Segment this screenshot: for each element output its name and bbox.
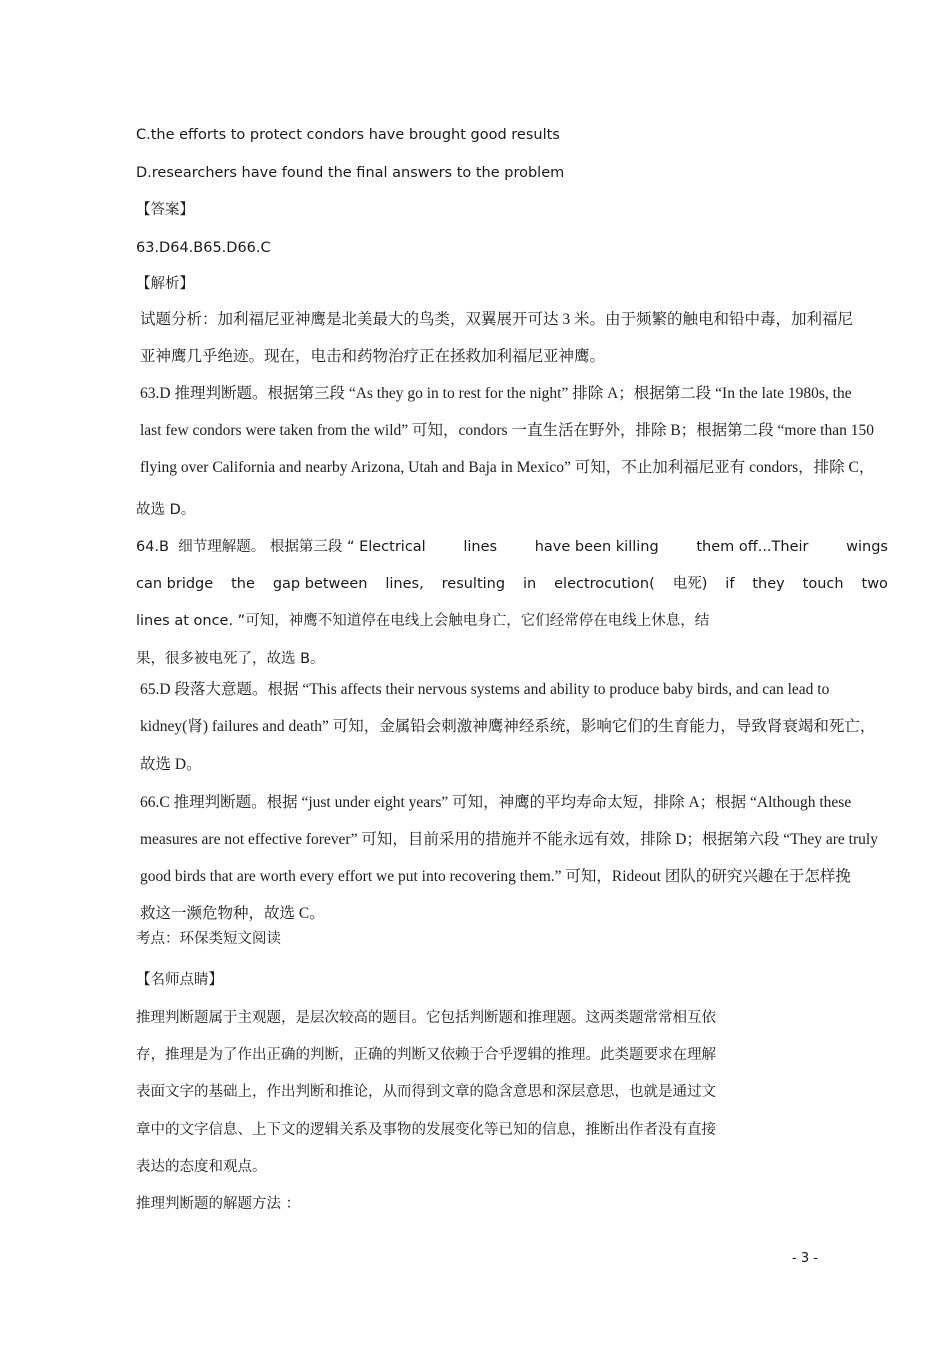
q66-line: 救这一濒危物种，故选 C。 bbox=[140, 905, 325, 922]
tips-line: 存，推理是为了作出正确的判断，正确的判断又依赖于合乎逻辑的推理。此类题要求在理解 bbox=[136, 1047, 716, 1063]
answer-text: 63.D64.B65.D66.C bbox=[136, 240, 271, 256]
tips-line: 章中的文字信息、上下文的逻辑关系及事物的发展变化等已知的信息，推断出作者没有直接 bbox=[136, 1122, 716, 1138]
q64-word: touch bbox=[802, 576, 844, 592]
q64-line bbox=[136, 574, 888, 594]
option-d: D.researchers have found the final answers to the problem bbox=[136, 165, 565, 181]
tips-line: 表面文字的基础上，作出判断和推论，从而得到文章的隐含意思和深层意思，也就是通过文 bbox=[136, 1084, 716, 1100]
q64-word: if bbox=[725, 576, 735, 592]
q64-word: them off...Their bbox=[696, 539, 809, 555]
q64-word: gap between bbox=[272, 576, 368, 592]
page-number: - 3 - bbox=[792, 1251, 818, 1266]
q63-line: 63.D 推理判断题。根据第三段 “As they go in to rest for the night” 排除 A；根据第二段 “In the late 1980s, the bbox=[140, 385, 852, 402]
q64-word: electrocution( bbox=[554, 576, 655, 592]
q63-line: last few condors were taken from the wild” 可知，condors 一直生活在野外，排除 B；根据第二段 “more than 150 bbox=[140, 422, 874, 439]
q64-word: two bbox=[861, 576, 888, 592]
kaodian: 考点：环保类短文阅读 bbox=[136, 931, 281, 947]
tips-line: 表达的态度和观点。 bbox=[136, 1159, 267, 1175]
q64-word: resulting bbox=[441, 576, 506, 592]
q63-line: 故选 D。 bbox=[136, 502, 196, 518]
method-label: 推理判断题的解题方法 ： bbox=[136, 1196, 301, 1212]
analysis-label: 【解析】 bbox=[136, 276, 194, 292]
q64-line: lines at once. ”可知，神鹰不知道停在电线上会触电身亡，它们经常停在电线上休息，结 bbox=[136, 613, 710, 629]
q66-line: measures are not effective forever” 可知，目前采用的措施并不能永远有效，排除 D；根据第六段 “They are truly bbox=[140, 831, 878, 848]
q64-word: lines, bbox=[385, 576, 424, 592]
q64-word: they bbox=[752, 576, 785, 592]
analysis-summary-line: 试题分析：加利福尼亚神鹰是北美最大的鸟类，双翼展开可达 3 米。由于频繁的触电和铅中毒，加利福尼 bbox=[140, 311, 854, 328]
q66-line: good birds that are worth every effort we put into recovering them.” 可知，Rideout 团队的研究兴趣在于怎样挽 bbox=[140, 868, 851, 885]
q64-word: the bbox=[231, 576, 255, 592]
q64-line: 果，很多被电死了，故选 B。 bbox=[136, 651, 325, 667]
tips-label: 【名师点睛】 bbox=[136, 972, 223, 988]
tips-line: 推理判断题属于主观题，是层次较高的题目。它包括判断题和推理题。这两类题常常相互依 bbox=[136, 1010, 716, 1026]
q65-line: kidney(肾) failures and death” 可知，金属铅会刺激神鹰神经系统，影响它们的生育能力，导致肾衰竭和死亡， bbox=[140, 718, 876, 735]
q64-word: in bbox=[523, 576, 537, 592]
q64-word: lines bbox=[463, 539, 498, 555]
q64-line bbox=[136, 537, 888, 557]
q64-word: 电死) bbox=[672, 576, 708, 592]
q64-word: 64.B 细节理解题。 根据第三段 “ Electrical bbox=[136, 539, 426, 555]
q64-word: wings bbox=[846, 539, 888, 555]
q66-line: 66.C 推理判断题。根据 “just under eight years” 可知，神鹰的平均寿命太短，排除 A；根据 “Although these bbox=[140, 794, 852, 811]
q65-line: 65.D 段落大意题。根据 “This affects their nervous systems and ability to produce baby birds, and can lead to bbox=[140, 681, 830, 698]
q64-word: have been killing bbox=[534, 539, 659, 555]
answer-label: 【答案】 bbox=[136, 202, 194, 218]
q63-line: flying over California and nearby Arizona, Utah and Baja in Mexico” 可知，不止加利福尼亚有 condors，排除 C， bbox=[140, 459, 875, 476]
q65-line: 故选 D。 bbox=[140, 756, 202, 773]
option-c: C.the efforts to protect condors have brought good results bbox=[136, 127, 560, 143]
q64-word: can bridge bbox=[136, 576, 214, 592]
analysis-summary-line: 亚神鹰几乎绝迹。现在，电击和药物治疗正在拯救加利福尼亚神鹰。 bbox=[140, 348, 606, 365]
